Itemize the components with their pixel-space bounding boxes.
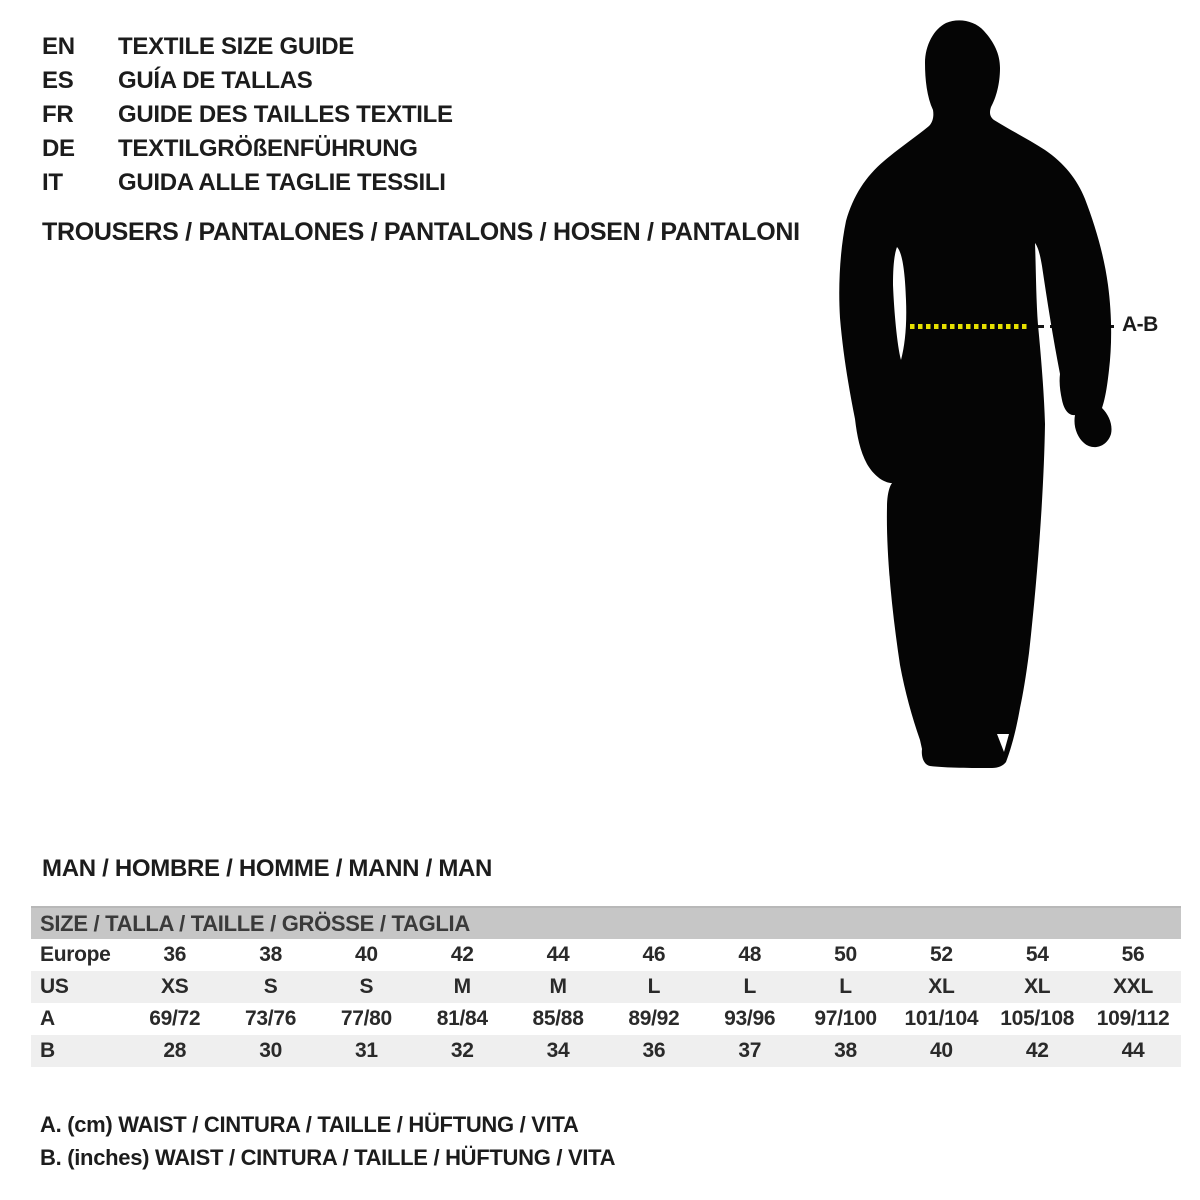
language-title: TEXTILE SIZE GUIDE [118,33,354,60]
size-cell: XL [989,971,1085,1003]
waist-dotted-line [910,324,1030,329]
size-cell: 36 [606,1035,702,1067]
size-cell: 38 [798,1035,894,1067]
language-title: GUÍA DE TALLAS [118,67,313,94]
language-header [42,30,642,200]
size-cell: 38 [223,939,319,971]
man-silhouette-image [820,10,1140,780]
size-cell: 56 [1085,939,1181,971]
size-cell: 81/84 [414,1003,510,1035]
size-cell: 105/108 [989,1003,1085,1035]
size-cell: 44 [1085,1035,1181,1067]
language-row [42,98,642,132]
size-cell: 85/88 [510,1003,606,1035]
language-row [42,64,642,98]
size-cell: 44 [510,939,606,971]
measure-label-ab: A-B [1122,313,1158,336]
size-cell: 77/80 [318,1003,414,1035]
size-cell: 42 [414,939,510,971]
size-cell: 109/112 [1085,1003,1181,1035]
table-row-europe [31,939,1181,971]
size-cell: L [798,971,894,1003]
size-cell: XXL [1085,971,1181,1003]
language-row [42,132,642,166]
size-cell: 73/76 [223,1003,319,1035]
size-cell: L [606,971,702,1003]
size-cell: 40 [893,1035,989,1067]
row-label-b: B [31,1035,127,1067]
size-cell: 93/96 [702,1003,798,1035]
row-label-us: US [31,971,127,1003]
note-cm-waist: A. (cm) WAIST / CINTURA / TAILLE / HÜFTUNG / VITA [40,1112,579,1137]
size-cell: 46 [606,939,702,971]
size-cell: M [414,971,510,1003]
size-cell: 54 [989,939,1085,971]
size-cell: XL [893,971,989,1003]
size-cell: 52 [893,939,989,971]
size-cell: S [318,971,414,1003]
size-cell: 36 [127,939,223,971]
size-cell: 89/92 [606,1003,702,1035]
size-cell: 48 [702,939,798,971]
language-code: ES [42,67,74,94]
size-cell: M [510,971,606,1003]
size-cell: 32 [414,1035,510,1067]
table-row-b-inches [31,1035,1181,1067]
size-cell: 40 [318,939,414,971]
size-cell: 101/104 [893,1003,989,1035]
language-code: DE [42,135,75,162]
size-cell: 42 [989,1035,1085,1067]
language-code: EN [42,33,75,60]
row-label-a: A [31,1003,127,1035]
table-row-a-cm [31,1003,1181,1035]
size-cell: 69/72 [127,1003,223,1035]
size-cell: XS [127,971,223,1003]
language-title: TEXTILGRÖßENFÜHRUNG [118,135,418,162]
size-cell: 28 [127,1035,223,1067]
size-cell: 97/100 [798,1003,894,1035]
gender-section-title: MAN / HOMBRE / HOMME / MANN / MAN [42,855,493,882]
note-inches-waist: B. (inches) WAIST / CINTURA / TAILLE / HÜFTUNG / VITA [40,1145,616,1170]
language-title: GUIDE DES TAILLES TEXTILE [118,101,453,128]
size-cell: 30 [223,1035,319,1067]
size-table-header: SIZE / TALLA / TAILLE / GRÖSSE / TAGLIA [31,907,1181,939]
size-table [31,906,1181,1067]
table-row-us [31,971,1181,1003]
language-row [42,30,642,64]
size-cell: S [223,971,319,1003]
size-cell: 37 [702,1035,798,1067]
size-cell: L [702,971,798,1003]
language-row [42,166,642,200]
size-cell: 50 [798,939,894,971]
size-table-header-row [31,907,1181,939]
silhouette-path [839,20,1111,768]
language-code: IT [42,169,63,196]
size-cell: 34 [510,1035,606,1067]
language-code: FR [42,101,74,128]
product-line-title: TROUSERS / PANTALONES / PANTALONS / HOSEN / PANTALONI [42,218,800,246]
language-title: GUIDA ALLE TAGLIE TESSILI [118,169,446,196]
size-cell: 31 [318,1035,414,1067]
row-label-europe: Europe [31,939,127,971]
